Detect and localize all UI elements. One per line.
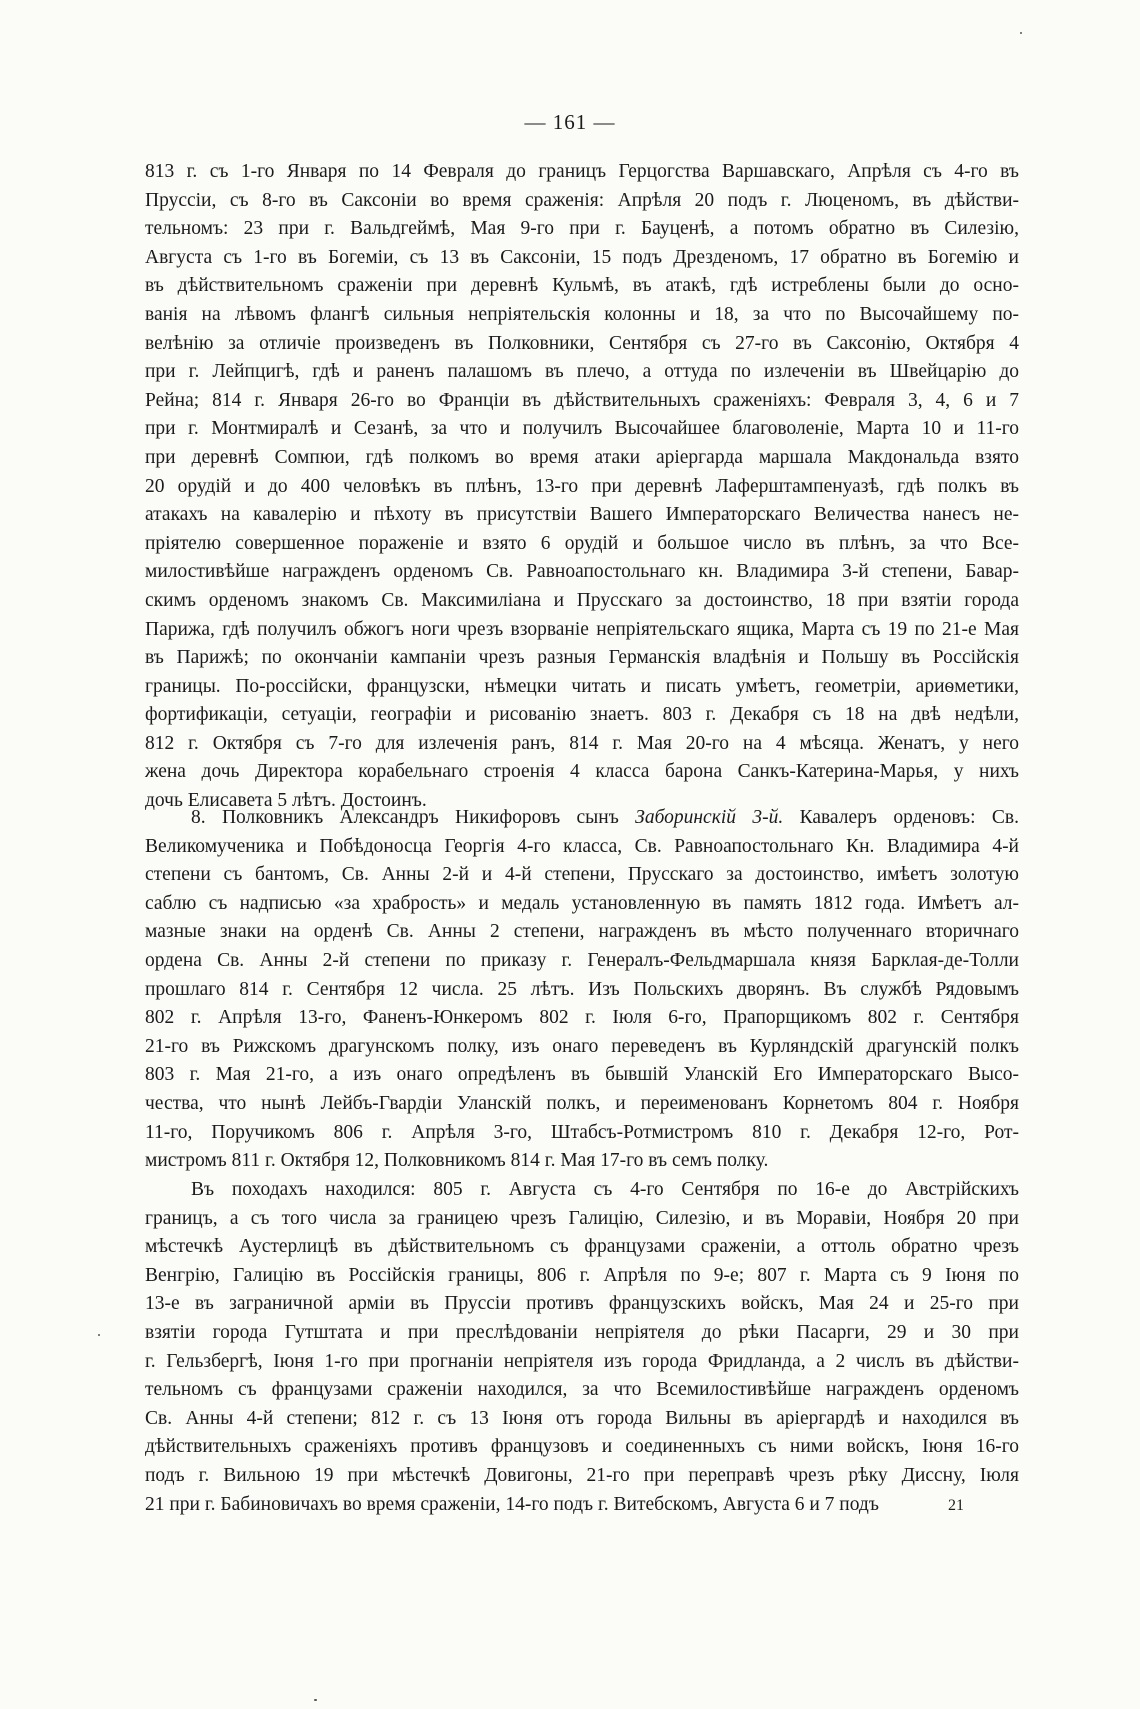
text-line: саблю съ надписью «за храбрость» и медаль установленную въ память 1812 года. Имѣетъ ал- — [145, 892, 1019, 914]
text-line: тельномъ: 23 при г. Вальдгеймѣ, Мая 9-го при г. Бауценѣ, а потомъ обратно въ Силезiю, — [145, 218, 1019, 240]
text-line: Въ походахъ находился: 805 г. Августа съ 4-го Сентября по 16-е до Австрiйскихъ — [191, 1179, 1019, 1200]
scan-speck — [1020, 32, 1022, 34]
text-line: чества, что нынѣ Лейбъ-Гвардiи Уланскiй полкъ, и переименованъ Корнетомъ 804 г. Ноября — [145, 1092, 1019, 1114]
text-line: 13-е въ заграничной армiи въ Пруссiи противъ французскихъ войскъ, Мая 24 и 25-го при — [145, 1293, 1019, 1315]
text-line: границъ, а съ того числа за границею чрезъ Галицiю, Силезiю, и въ Моравiи, Ноября 20 при — [145, 1207, 1019, 1229]
text-line: скимъ орденомъ знакомъ Св. Максимилiана и Прусскаго за достоинство, 18 при взятiи города — [145, 589, 1019, 611]
text-line: 11-го, Поручикомъ 806 г. Апрѣля 3-го, Штабсъ-Ротмистромъ 810 г. Декабря 12-го, Рот- — [145, 1121, 1019, 1143]
text-line: Парижа, гдѣ получилъ обжогъ ноги чрезъ взорванiе непрiятельскаго ящика, Марта съ 19 по 21-е Мая — [145, 618, 1019, 640]
text-line: при деревнѣ Сомпюи, гдѣ полкомъ во время атаки арiергарда маршала Макдональда взято — [145, 446, 1019, 468]
text-line: степени съ бантомъ, Св. Анны 2-й и 4-й степени, Прусскаго за достоинство, имѣетъ золотую — [145, 864, 1019, 886]
paragraph-campaigns — [145, 1176, 1019, 1519]
text-line: прiятелю совершенное пораженiе и взято 6 орудiй и большое число въ плѣнъ, за что Все- — [145, 532, 1019, 554]
officer-name: Заборинскiй 3-й. — [635, 807, 784, 828]
text-line: взятiи города Гутштата и при преслѣдованiи непрiятеля до рѣки Пасарги, 29 и 30 при — [145, 1321, 1019, 1343]
text-line: дочь Елисавета 5 лѣтъ. Достоинъ. — [145, 790, 427, 812]
text-line: Рейна; 814 г. Января 26-го во Францiи въ дѣйствительныхъ сраженiяхъ: Февраля 3, 4, 6 и 7 — [145, 389, 1019, 411]
text-line: 812 г. Октября съ 7-го для излеченiя ранъ, 814 г. Мая 20-го на 4 мѣсяца. Женатъ, у него — [145, 732, 1019, 754]
text-line: при г. Монтмиралѣ и Сезанѣ, за что и получилъ Высочайшее благоволенiе, Марта 10 и 11-го — [145, 418, 1019, 440]
text-line: 803 г. Мая 21-го, а изъ онаго опредѣленъ въ бывшiй Уланскiй Его Императорскаго Высо- — [145, 1064, 1019, 1086]
text-line: г. Гельзбергѣ, Iюня 1-го при прогнанiи непрiятеля изъ города Фридланда, а 2 числъ въ дѣйстви- — [145, 1350, 1019, 1372]
text-line: мѣстечкѣ Аустерлицѣ въ дѣйствительномъ съ французами сраженiи, а оттоль обратно чрезъ — [145, 1236, 1019, 1258]
text-line: мазные знаки на орденѣ Св. Анны 2 степени, награжденъ въ мѣсто полученнаго вторичнаго — [145, 921, 1019, 943]
printer-signature: 21 — [948, 1497, 964, 1514]
text-line: Великомученика и Побѣдоносца Георгiя 4-го класса, Св. Равноапостольнаго Кн. Владимира 4-й — [145, 835, 1019, 857]
text-line: 20 орудiй и до 400 человѣкъ въ плѣнъ, 13-го при деревнѣ Лаферштампенуазѣ, гдѣ полкъ въ — [145, 475, 1019, 497]
text-line: подъ г. Вильною 19 при мѣстечкѣ Довигоны, 21-го при переправѣ чрезъ рѣку Диссну, Iюля — [145, 1464, 1019, 1486]
text-line: Пруссiи, съ 8-го въ Саксонiи во время сраженiя: Апрѣля 20 подъ г. Люценомъ, въ дѣйстви- — [145, 189, 1019, 211]
text-line: 21-го въ Рижскомъ драгунскомъ полку, изъ онаго переведенъ въ Курляндскiй драгунскiй полкъ — [145, 1035, 1019, 1057]
text-line: мистромъ 811 г. Октября 12, Полковникомъ 814 г. Мая 17-го въ семъ полку. — [145, 1150, 769, 1172]
text-line: границы. По-россiйски, французски, нѣмецки читать и писать умѣетъ, геометрiи, ариѳметики, — [145, 675, 1019, 697]
scan-speck — [314, 1699, 317, 1701]
text-line: атакахъ на кавалерiю и пѣхоту въ присутствiи Вашего Императорскаго Величества нанесъ не- — [145, 504, 1019, 526]
text-line: Св. Анны 4-й степени; 812 г. съ 13 Iюня отъ города Вильны въ арiергардѣ и находился въ — [145, 1407, 1019, 1429]
text-line: Августа съ 1-го въ Богемiи, съ 13 въ Саксонiи, 15 подъ Дрезденомъ, 17 обратно въ Богемiю и — [145, 246, 1019, 268]
text-line: велѣнiю за отличiе произведенъ въ Полковники, Сентября съ 27-го въ Саксонiю, Октября 4 — [145, 332, 1019, 354]
text-line: милостивѣйше награжденъ орденомъ Св. Равноапостольнаго кн. Владимира 3-й степени, Бавар- — [145, 561, 1019, 583]
page-number: — 161 — — [524, 110, 616, 134]
text-line: тельномъ съ французами сраженiи находился, за что Всемилостивѣйше награжденъ орденомъ — [145, 1379, 1019, 1401]
entry-8-prefix: 8. Полковникъ Александръ Никифоровъ сынъ — [191, 807, 636, 828]
text-line: 802 г. Апрѣля 13-го, Фаненъ-Юнкеромъ 802 г. Iюля 6-го, Прапорщикомъ 802 г. Сентября — [145, 1007, 1019, 1029]
text-line: дѣйствительныхъ сраженiяхъ противъ французовъ и соединенныхъ съ ними войскъ, Iюня 16-го — [145, 1436, 1019, 1458]
entry-8-suffix: Кавалеръ орденовъ: Св. — [783, 807, 1019, 828]
text-line: въ дѣйствительномъ сраженiи при деревнѣ Кульмѣ, въ атакѣ, гдѣ истреблены были до осно- — [145, 275, 1019, 297]
text-line: 813 г. съ 1-го Января по 14 Февраля до границъ Герцогства Варшавскаго, Апрѣля съ 4-го въ — [145, 161, 1019, 182]
text-line: ордена Св. Анны 2-й степени по приказу г. Генералъ-Фельдмаршала князя Барклая-де-Толли — [145, 949, 1019, 971]
text-line: прошлаго 814 г. Сентября 12 числа. 25 лѣтъ. Изъ Польскихъ дворянъ. Въ службѣ Рядовымъ — [145, 978, 1019, 1000]
paragraph-service-record-continued — [145, 158, 1019, 816]
entry-8-first-line — [145, 804, 1019, 833]
text-line: при г. Лейпцигѣ, гдѣ и раненъ палашомъ въ плечо, а оттуда по излеченiи въ Швейцарiю до — [145, 361, 1019, 383]
text-line: въ Парижѣ; по окончанiи кампанiи чрезъ разныя Германскiя владѣнiя и Польшу въ Россiйскiя — [145, 647, 1019, 669]
text-line: 21 при г. Бабиновичахъ во время сраженiи, 14-го подъ г. Витебскомъ, Августа 6 и 7 подъ — [145, 1493, 879, 1515]
text-line: ванiя на лѣвомъ флангѣ сильныя непрiятельскiя колонны и 18, за что по Высочайшему по- — [145, 303, 1019, 325]
scan-speck — [98, 1334, 100, 1336]
text-line: Венгрiю, Галицiю въ Россiйскiя границы, 806 г. Апрѣля по 9-е; 807 г. Марта съ 9 Iюня по — [145, 1264, 1019, 1286]
paragraph-entry-8 — [145, 804, 1019, 1176]
text-line: жена дочь Директора корабельнаго строенiя 4 класса барона Санкъ-Катерина-Марья, у нихъ — [145, 761, 1019, 783]
text-line: фортификацiи, сетуацiи, географiи и рисованiю знаетъ. 803 г. Декабря съ 18 на двѣ недѣли, — [145, 704, 1019, 726]
